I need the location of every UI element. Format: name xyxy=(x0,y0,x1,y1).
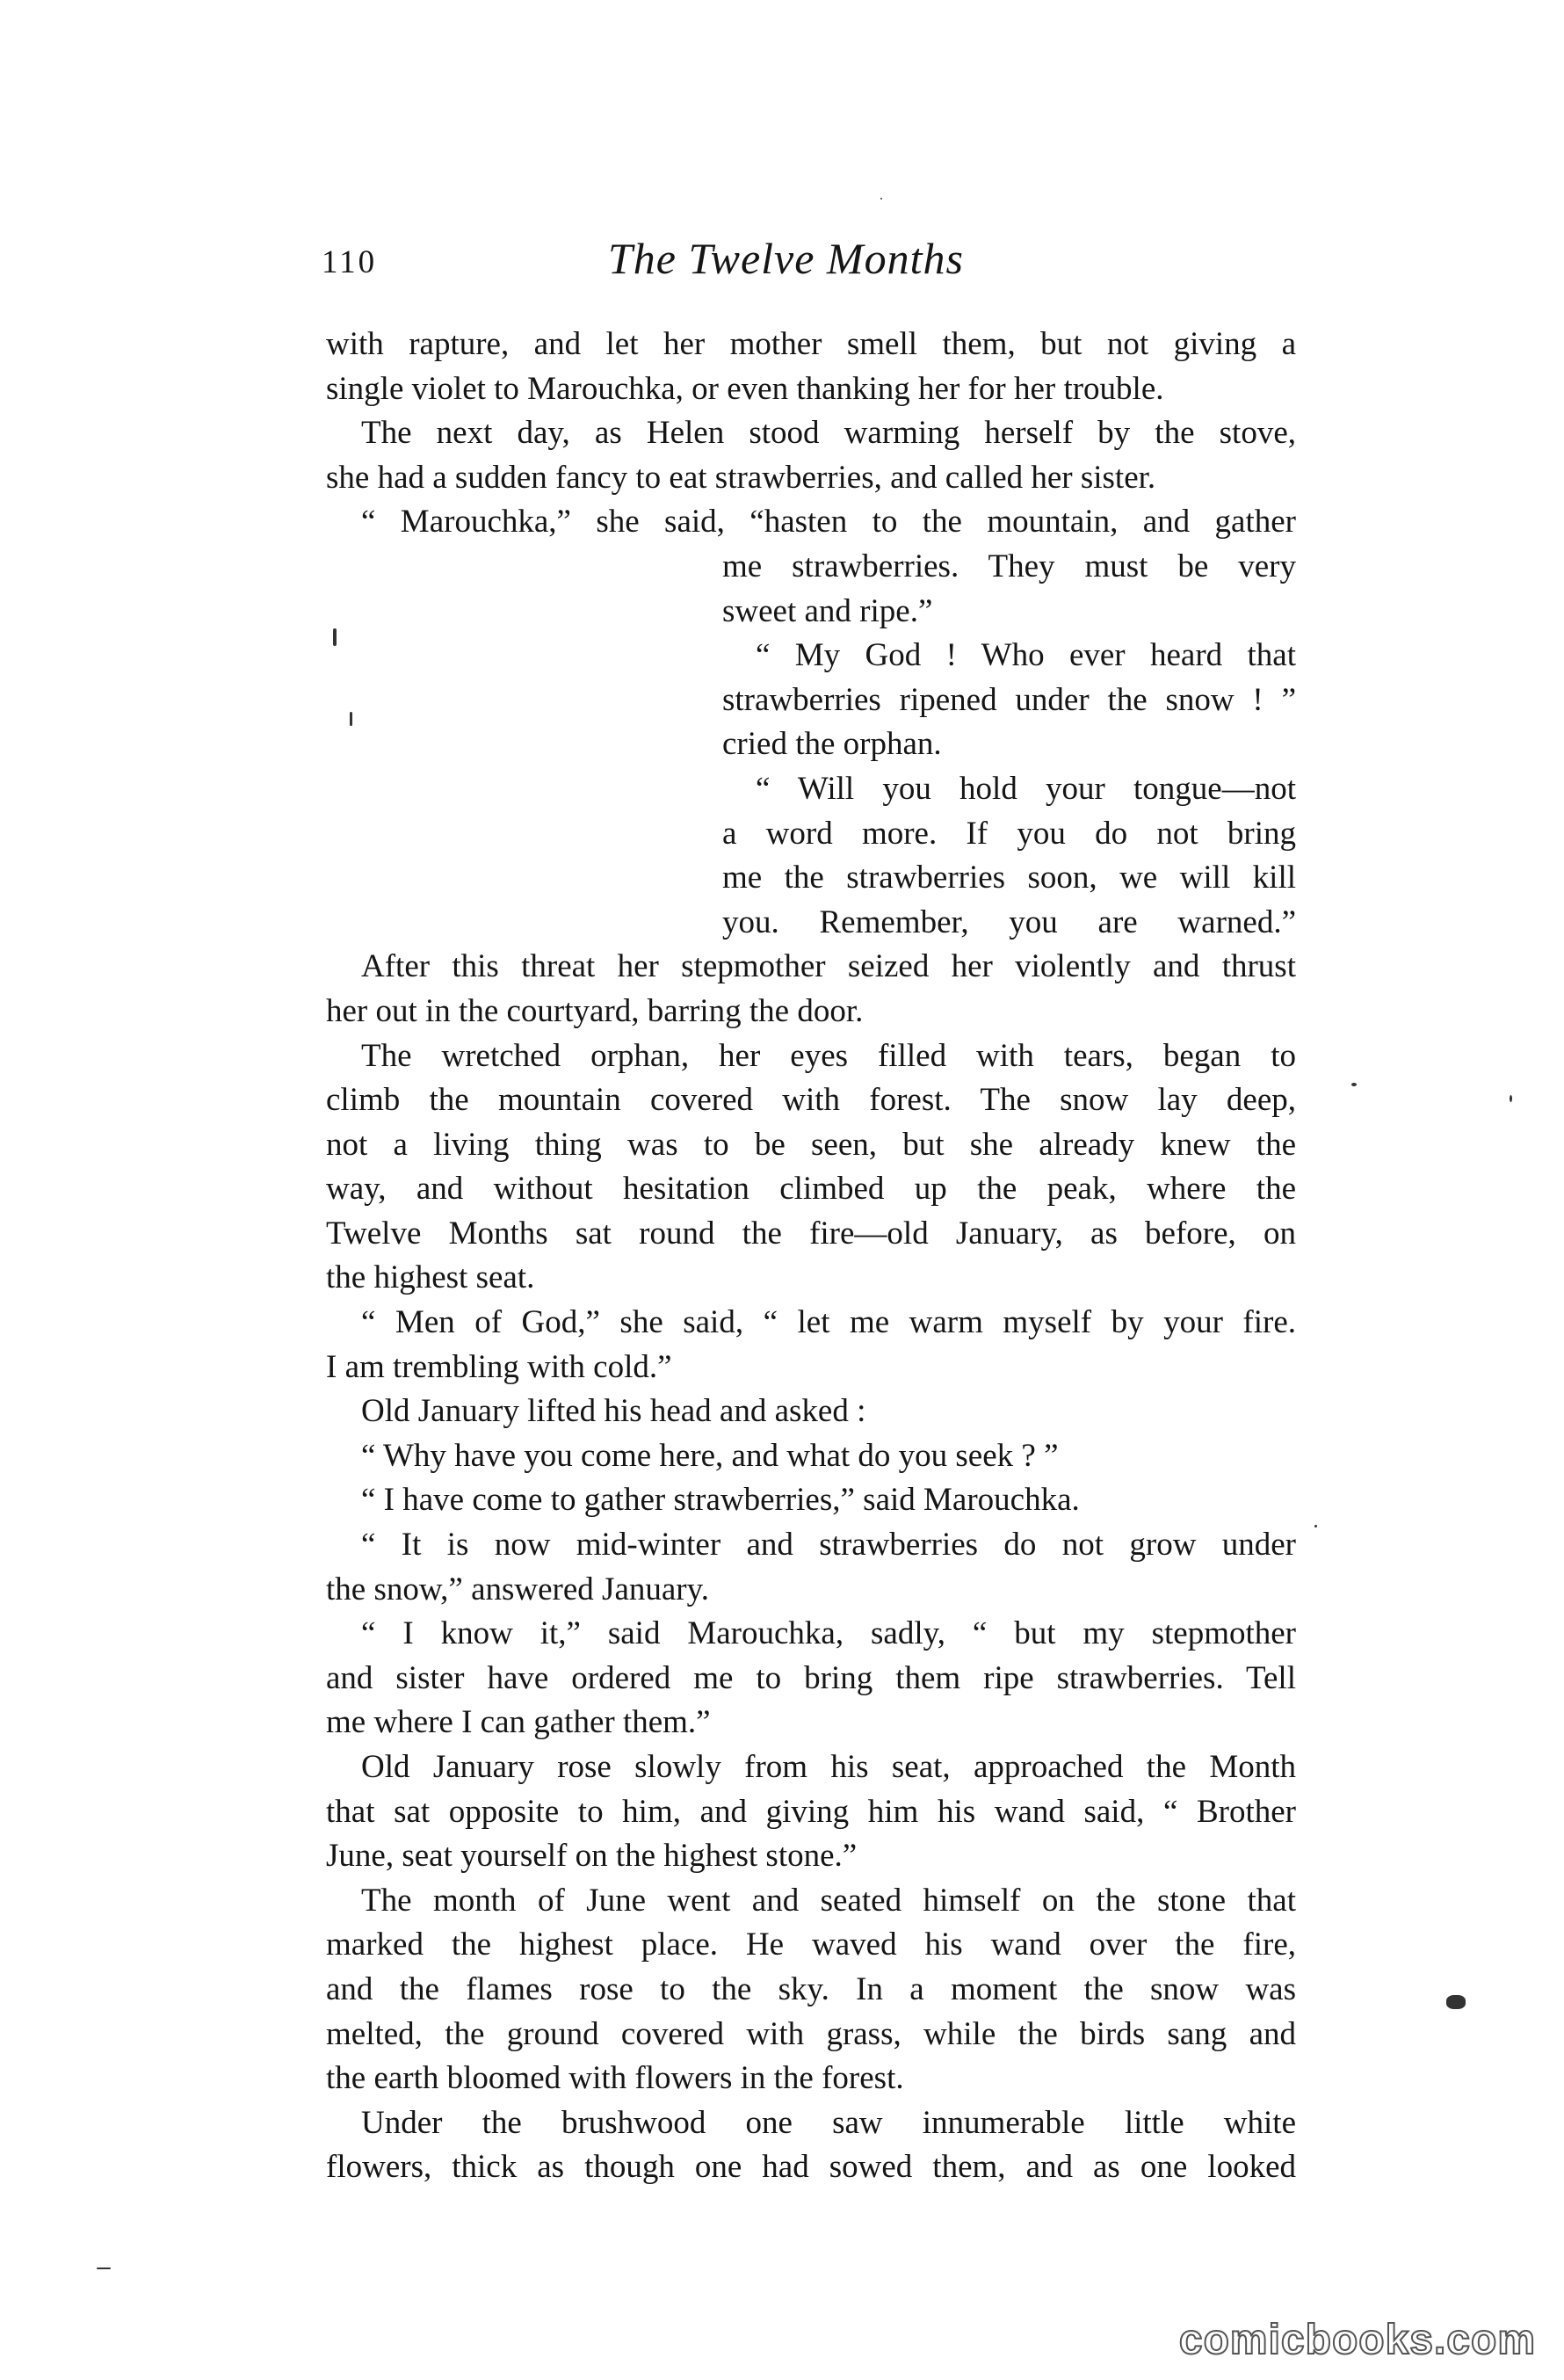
scan-speck xyxy=(97,2268,111,2269)
text-line: Twelve Months sat round the fire—old January, as before, on xyxy=(326,1215,1296,1252)
text-line: she had a sudden fancy to eat strawberries, and called her sister. xyxy=(326,459,1156,496)
watermark: comicbooks.com xyxy=(1178,2317,1536,2363)
text-line: The wretched orphan, her eyes filled with tears, began to xyxy=(361,1037,1296,1074)
text-line: and sister have ordered me to bring them ripe strawberries. Tell xyxy=(326,1659,1296,1696)
text-line: “ Will you hold your tongue—not xyxy=(756,770,1296,807)
page-number: 110 xyxy=(322,244,378,280)
text-line: After this threat her stepmother seized her violently and thrust xyxy=(361,948,1296,985)
text-line: Under the brushwood one saw innumerable little white xyxy=(361,2104,1296,2141)
text-line: cried the orphan. xyxy=(722,726,942,763)
text-line: with rapture, and let her mother smell them, but not giving a xyxy=(326,326,1296,362)
text-line: single violet to Marouchka, or even thanking her for her trouble. xyxy=(326,370,1164,407)
text-line: “ I have come to gather strawberries,” said Marouchka. xyxy=(361,1482,1080,1519)
text-line: way, and without hesitation climbed up the peak, where the xyxy=(326,1171,1296,1208)
text-line: that sat opposite to him, and giving him his wand said, “ Brother xyxy=(326,1793,1296,1830)
text-line: flowers, thick as though one had sowed them, and as one looked xyxy=(326,2149,1296,2186)
scan-speck xyxy=(1510,1095,1512,1102)
text-line: the highest seat. xyxy=(326,1259,535,1296)
text-line: The month of June went and seated himself on the stone that xyxy=(361,1882,1296,1919)
text-line: Old January rose slowly from his seat, approached the Month xyxy=(361,1749,1296,1785)
scan-speck xyxy=(333,628,337,646)
text-line: not a living thing was to be seen, but she already knew the xyxy=(326,1126,1296,1163)
text-line: Old January lifted his head and asked : xyxy=(361,1393,866,1430)
text-line: “ Why have you come here, and what do you seek ? ” xyxy=(361,1437,1059,1474)
text-line: “ Marouchka,” she said, “hasten to the mountain, and gather xyxy=(361,504,1296,541)
text-line: The next day, as Helen stood warming herself by the stove, xyxy=(361,415,1296,452)
running-title: The Twelve Months xyxy=(608,234,964,283)
text-line: her out in the courtyard, barring the door. xyxy=(326,992,864,1029)
text-line: me the strawberries soon, we will kill xyxy=(722,860,1296,896)
text-line: “ My God ! Who ever heard that xyxy=(756,637,1296,674)
text-line: sweet and ripe.” xyxy=(722,592,933,629)
text-line: strawberries ripened under the snow ! ” xyxy=(722,681,1296,718)
scan-speck xyxy=(880,198,882,200)
text-line: “ Men of God,” she said, “ let me warm myself by your fire. xyxy=(361,1304,1296,1341)
scan-speck xyxy=(1314,1525,1317,1527)
text-line: I am trembling with cold.” xyxy=(326,1348,672,1385)
text-line: a word more. If you do not bring xyxy=(722,815,1296,852)
body-text xyxy=(326,323,1296,2190)
text-line: June, seat yourself on the highest stone.” xyxy=(326,1838,858,1875)
scan-speck xyxy=(350,712,352,726)
text-line: “ It is now mid-winter and strawberries do not grow under xyxy=(361,1527,1296,1564)
scan-speck xyxy=(1446,1995,1466,2009)
text-line: you. Remember, you are warned.” xyxy=(722,903,1296,940)
text-line: the snow,” answered January. xyxy=(326,1571,709,1607)
text-line: melted, the ground covered with grass, while the birds sang and xyxy=(326,2015,1296,2052)
text-line: me strawberries. They must be very xyxy=(722,548,1296,584)
page-header xyxy=(0,233,1564,294)
text-line: and the flames rose to the sky. In a moment the snow was xyxy=(326,1970,1296,2007)
text-line: marked the highest place. He waved his wand over the fire, xyxy=(326,1926,1296,1963)
text-line: “ I know it,” said Marouchka, sadly, “ but my stepmother xyxy=(361,1615,1296,1652)
text-line: the earth bloomed with flowers in the forest. xyxy=(326,2060,904,2097)
scan-speck xyxy=(1351,1083,1357,1086)
text-line: me where I can gather them.” xyxy=(326,1704,711,1741)
text-line: climb the mountain covered with forest. The snow lay deep, xyxy=(326,1082,1296,1119)
